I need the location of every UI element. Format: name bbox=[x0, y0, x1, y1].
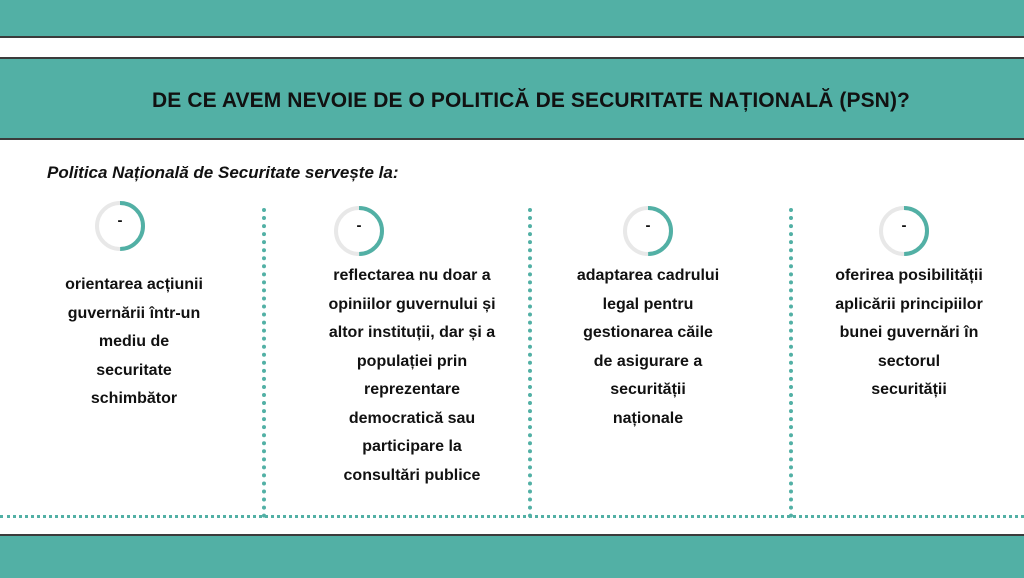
progress-ring-icon bbox=[878, 205, 930, 257]
bottom-accent-band bbox=[0, 534, 1024, 578]
text-line: aplicării principiilor bbox=[835, 295, 983, 313]
text-line: securității bbox=[610, 381, 686, 398]
text-line: mediu de bbox=[98, 333, 170, 350]
progress-ring-icon bbox=[333, 205, 385, 257]
item-marker: - bbox=[356, 217, 362, 234]
item-marker: - bbox=[645, 217, 651, 234]
text-line: de asigurare a bbox=[593, 352, 703, 370]
section-subtitle: Politica Națională de Securitate servește la: bbox=[47, 163, 399, 182]
text-line: consultări publice bbox=[343, 466, 481, 484]
text-line: reflectarea nu doar a bbox=[333, 267, 491, 284]
item-marker: - bbox=[117, 212, 123, 229]
progress-ring-icon bbox=[94, 200, 146, 252]
page-title: DE CE AVEM NEVOIE DE O POLITICĂ DE SECURITATE NAȚIONALĂ (PSN)? bbox=[152, 89, 910, 112]
dotted-divider bbox=[262, 208, 266, 518]
item-text-1 bbox=[30, 271, 238, 414]
text-line: opiniilor guvernului și bbox=[328, 295, 496, 313]
item-marker: - bbox=[901, 217, 907, 234]
dotted-bottom-divider bbox=[0, 515, 1024, 518]
text-line: schimbător bbox=[90, 390, 178, 407]
title-banner bbox=[0, 57, 1024, 140]
text-line: sectorul bbox=[877, 352, 941, 370]
item-text-3 bbox=[548, 262, 748, 433]
text-line: democratică sau bbox=[348, 409, 476, 427]
top-accent-band bbox=[0, 0, 1024, 38]
text-line: populației prin bbox=[356, 352, 468, 370]
text-line: reprezentare bbox=[363, 381, 461, 398]
text-line: participare la bbox=[362, 438, 462, 455]
text-line: legal pentru bbox=[602, 295, 694, 313]
text-line: gestionarea căile bbox=[583, 324, 713, 341]
text-line: guvernării într-un bbox=[67, 304, 201, 322]
text-line: orientarea acțiunii bbox=[65, 276, 203, 293]
text-line: oferirea posibilității bbox=[835, 267, 983, 284]
item-text-2 bbox=[296, 262, 528, 490]
text-line: altor instituții, dar și a bbox=[328, 324, 496, 341]
item-text-4 bbox=[806, 262, 1012, 405]
dotted-divider bbox=[528, 208, 532, 518]
dotted-divider bbox=[789, 208, 793, 518]
progress-ring-icon bbox=[622, 205, 674, 257]
text-line: bunei guvernări în bbox=[839, 324, 979, 341]
text-line: naționale bbox=[612, 409, 684, 427]
text-line: adaptarea cadrului bbox=[576, 267, 720, 284]
text-line: securitate bbox=[96, 361, 172, 379]
text-line: securității bbox=[871, 381, 947, 398]
